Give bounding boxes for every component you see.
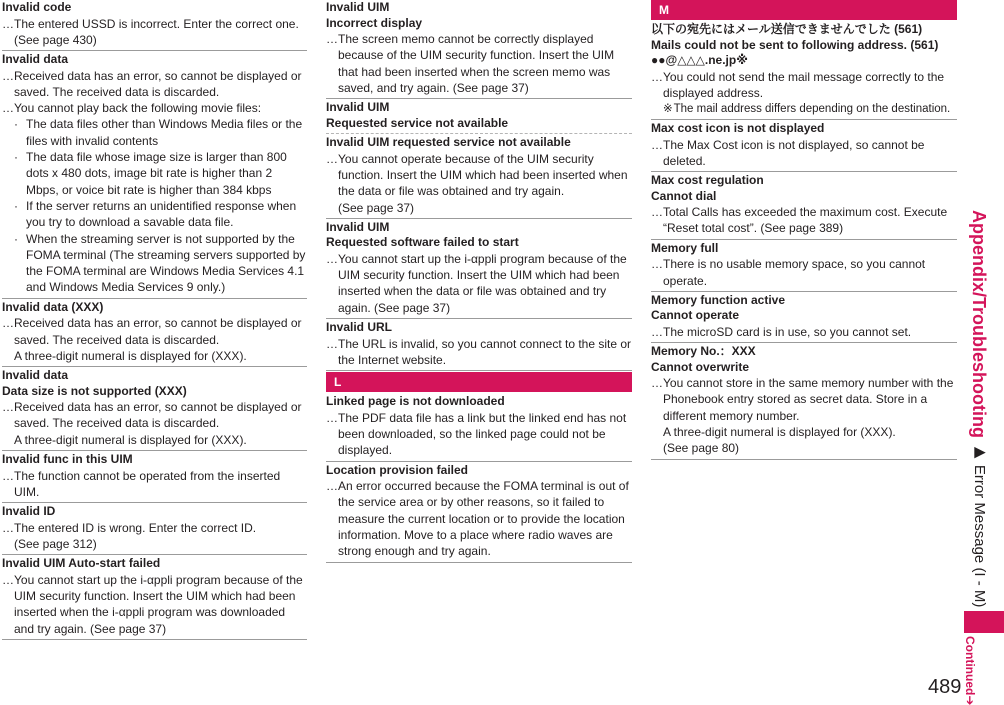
description-text: There is no usable memory space, so you cannot operate. [663,257,926,288]
description-text: You cannot operate because of the UIM security function. Insert the UIM which had been inserted when the data or file was obtained and try again. [338,151,628,199]
description-text: The PDF data file has a link but the linked end has not been downloaded, so the linked page could not be displayed. [338,410,627,458]
error-message-heading: Data size is not supported (XXX) [2,383,187,398]
bullet-item [2,231,307,296]
error-entry [651,241,957,292]
description-text: You could not send the mail message correctly to the displayed address. [663,69,945,100]
description-line [651,137,957,170]
error-entry [326,0,632,99]
bullet-dot-icon: · [14,117,18,132]
error-message-heading: Cannot dial [651,188,717,203]
arrow-icon: ▶ [971,442,988,461]
error-entry [2,452,307,503]
ellipsis-marker: … [651,376,663,391]
ellipsis-marker: … [2,68,14,83]
column-1 [2,0,307,641]
description-line [651,256,957,289]
error-entry [2,0,307,51]
error-entry [2,504,307,555]
description-text: You cannot start up the i-αppli program because of the UIM security function. Insert the UIM which had been inserted when the i-αppli program was downloaded and try again. (See page 37) [14,572,303,636]
error-message-heading: Requested software failed to start [326,235,519,250]
description-line [2,399,307,432]
description-continuation: A three-digit numeral is displayed for (XXX). [14,348,247,363]
error-message-heading: Invalid ID [2,504,56,519]
description-line [2,68,307,101]
description-text: You cannot start up the i-αppli program because of the UIM security function. Insert the UIM which had been inserted when the data or file was obtained and try again. (See page 37) [338,251,627,315]
error-message-heading: Invalid func in this UIM [2,452,133,467]
bullet-dot-icon: · [14,198,18,213]
continued-arrow-icon: ➔ [963,695,977,705]
error-message-heading: Invalid UIM Auto-start failed [2,556,161,571]
error-message-heading: Max cost icon is not displayed [651,121,825,136]
description-text: The URL is invalid, so you cannot connect to the site or the Internet website. [338,336,632,367]
description-continuation: (See page 80) [663,441,740,456]
error-message-heading: Max cost regulation [651,173,764,188]
note-mark: ※ [663,103,673,116]
ellipsis-marker: … [651,137,663,152]
description-line [2,315,307,348]
description-line [326,336,632,369]
description-line [326,251,632,316]
error-message-heading: Memory function active [651,292,786,307]
description-line [2,100,307,116]
error-message-heading: Invalid UIM [326,219,390,234]
error-entry [2,52,307,299]
error-message-heading: Requested service not available [326,115,509,130]
description-line [651,375,957,424]
bullet-text: The data file whose image size is larger than 800 dots x 480 dots, image bit rate is higher than 2 Mbps, or voice bit rate is higher than 384 kbps [26,150,287,197]
bullet-dot-icon: · [14,231,18,246]
bullet-text: When the streaming server is not supported by the FOMA terminal (The streaming servers supported by the FOMA terminal are Windows Media Services 4.1 and Windows Media Services 9 only.) [26,231,306,295]
column-3 [651,0,957,461]
ellipsis-marker: … [326,151,338,166]
error-message-heading: Invalid URL [326,320,393,335]
ellipsis-marker: … [2,16,14,31]
error-entry [326,220,632,319]
ellipsis-marker: … [326,251,338,266]
description-line [2,520,307,536]
ellipsis-marker: … [326,479,338,494]
bullet-item [2,198,307,231]
page-number: 489 [928,676,962,698]
ellipsis-marker: … [326,410,338,425]
description-continuation: (See page 37) [338,200,415,215]
bullet-text: The data files other than Windows Media files or the files with invalid contents [26,117,303,148]
ellipsis-marker: … [2,572,14,587]
error-message-heading: Invalid data [2,52,69,67]
description-text: The entered USSD is incorrect. Enter the correct one. [14,16,299,31]
error-message-heading: Memory full [651,240,719,255]
description-continuation: A three-digit numeral is displayed for (XXX). [663,425,896,440]
description-text: Received data has an error, so cannot be displayed or saved. The received data is discarded. [14,400,302,431]
error-message-heading: Invalid UIM [326,0,390,14]
error-entry [326,320,632,371]
bullet-text: If the server returns an unidentified response when you try to download a savable data file. [26,198,297,230]
description-text: An error occurred because the FOMA terminal is out of the service area or by other reasons, so it failed to measure the current location or to provide the location information. Move to a place where radio waves are strong enough and try again. [338,479,629,559]
ellipsis-marker: … [2,400,14,415]
description-text: The entered ID is wrong. Enter the correct ID. [14,520,257,535]
ellipsis-marker: … [326,32,338,46]
error-message-heading: Cannot overwrite [651,359,750,374]
error-entry [2,300,307,367]
continued-label: Continued➔ [963,636,977,705]
error-message-heading: Location provision failed [326,462,469,477]
description-line [2,16,307,32]
description-text: You cannot play back the following movie files: [14,101,262,116]
description-line [2,468,307,501]
description-line [326,478,632,559]
footnote [651,101,957,117]
description-line [326,31,632,96]
ellipsis-marker: … [2,316,14,331]
side-section-title [963,210,989,610]
description-continuation: (See page 430) [14,32,97,47]
error-entry [326,463,632,563]
error-message-heading: Cannot operate [651,308,740,323]
description-continuation: (See page 312) [14,536,97,551]
description-text: The function cannot be operated from the inserted UIM. [14,468,281,499]
error-message-heading-alt: Invalid UIM requested service not available [326,133,632,151]
description-line [651,204,957,237]
description-text: You cannot store in the same memory number with the Phonebook entry stored as secret data. Store in a different memory number. [663,376,954,423]
error-entry [2,368,307,451]
ellipsis-marker: … [2,468,14,483]
description-text: Received data has an error, so cannot be displayed or saved. The received data is discarded. [14,316,302,347]
section-band-l: L [326,372,632,392]
ellipsis-marker: … [651,69,663,84]
error-message-heading: Invalid data [2,368,69,383]
section-title: Appendix/Troubleshooting [969,210,989,438]
ellipsis-marker: … [326,336,338,351]
error-message-heading: Incorrect display [326,15,423,30]
side-color-strip [964,611,1004,633]
description-text: The Max Cost icon is not displayed, so cannot be deleted. [663,137,925,168]
description-text: The microSD card is in use, so you cannot set. [663,324,912,339]
ellipsis-marker: … [2,101,14,116]
description-text: The screen memo cannot be correctly displayed because of the UIM security function. Insert the UIM that had been inserted when the screen memo was saved, and try again. (See page 37) [338,32,615,95]
description-line [2,572,307,637]
error-entry [651,22,957,120]
error-message-heading: Memory No.：XXX [651,344,756,359]
error-message-heading: ●●@△△△.ne.jp※ [651,53,748,67]
ellipsis-marker: … [651,324,663,339]
error-entry [651,293,957,343]
ellipsis-marker: … [2,520,14,535]
error-entry [651,121,957,172]
error-message-heading: Invalid data (XXX) [2,299,104,314]
error-entry [2,556,307,640]
error-message-heading: 以下の宛先にはメール送信できませんでした (561) [651,22,923,36]
description-line [651,69,957,102]
error-entry [651,173,957,240]
description-line [326,151,632,200]
error-entry [651,344,957,459]
error-message-heading: Invalid code [2,0,72,14]
bullet-item [2,149,307,198]
bullet-item [2,116,307,149]
section-band-m: M [651,0,957,20]
error-message-heading: Linked page is not downloaded [326,394,505,409]
section-subtitle: Error Message (I - M) [971,464,988,608]
error-entry [326,394,632,461]
description-line [326,410,632,459]
note-text: The mail address differs depending on the destination. [673,103,951,116]
description-line [651,324,957,340]
description-continuation: A three-digit numeral is displayed for (XXX). [14,432,247,447]
error-message-heading: Invalid UIM [326,100,390,115]
description-text: Received data has an error, so cannot be displayed or saved. The received data is discarded. [14,68,302,99]
column-2 [326,0,632,564]
ellipsis-marker: … [651,205,663,220]
bullet-dot-icon: · [14,150,18,165]
error-message-heading: Mails could not be sent to following address. (561) [651,37,939,52]
description-text: Total Calls has exceeded the maximum cost. Execute “Reset total cost”. (See page 389) [663,205,948,236]
ellipsis-marker: … [651,257,663,272]
error-entry [326,100,632,219]
